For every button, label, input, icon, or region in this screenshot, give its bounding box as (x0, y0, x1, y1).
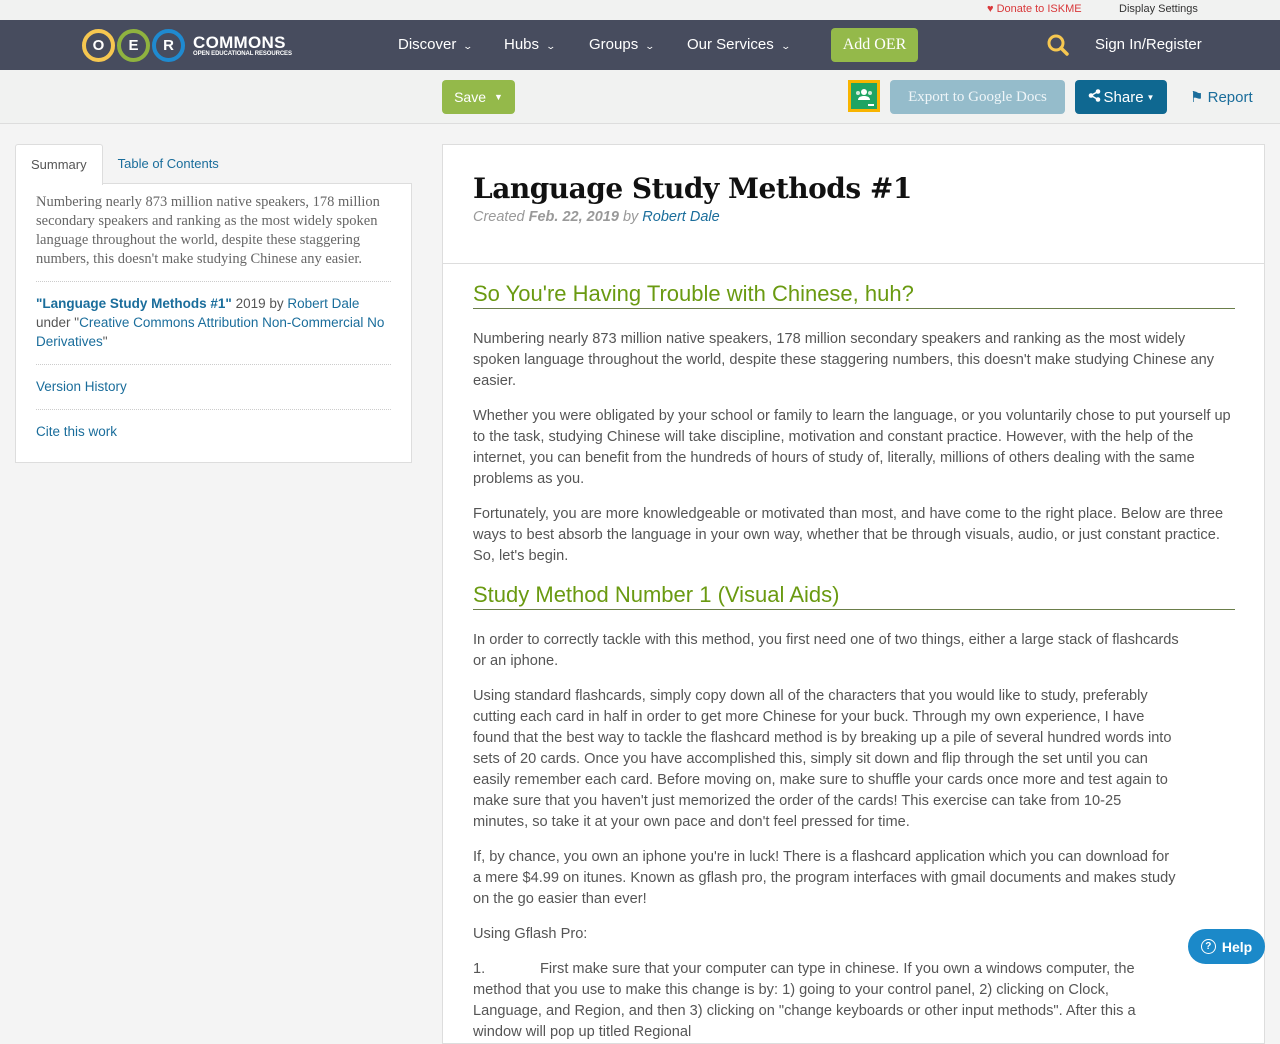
help-label: Help (1221, 938, 1253, 955)
section-heading: So You're Having Trouble with Chinese, huh? (473, 280, 1235, 309)
donate-link[interactable] (987, 3, 1082, 15)
license-link[interactable]: Creative Commons Attribution Non-Commercial No Derivatives (36, 315, 385, 349)
created-meta (473, 209, 1234, 225)
logo-tagline: OPEN EDUCATIONAL RESOURCES (193, 50, 292, 57)
chevron-down-icon: ⌄ (545, 41, 557, 51)
logo-r: R (152, 29, 185, 62)
by-label: by (622, 209, 639, 225)
logo-name: COMMONS (193, 32, 286, 52)
export-google-docs-button[interactable]: Export to Google Docs (890, 80, 1065, 114)
nav-label: Groups (589, 36, 639, 53)
chevron-down-icon: ⌄ (644, 41, 656, 51)
question-icon: ? (1201, 939, 1216, 954)
under-text: under " (36, 315, 80, 330)
nav-our-services[interactable] (687, 36, 789, 53)
nav-label: Hubs (504, 36, 540, 53)
nav-discover[interactable] (398, 36, 472, 53)
help-button[interactable] (1188, 929, 1265, 964)
utility-bar (0, 0, 1280, 20)
share-icon (1088, 89, 1101, 106)
attribution (36, 282, 391, 365)
share-button[interactable] (1075, 80, 1167, 114)
list-item (473, 959, 1179, 1043)
flag-icon: ⚑ (1190, 89, 1204, 106)
section-heading: Study Method Number 1 (Visual Aids) (473, 581, 1235, 610)
created-date: Feb. 22, 2019 (528, 209, 619, 225)
author-link[interactable]: Robert Dale (642, 209, 720, 225)
report-label: Report (1207, 89, 1253, 106)
display-settings-link[interactable]: Display Settings (1119, 3, 1198, 15)
paragraph: Numbering nearly 873 million native speakers, 178 million secondary speakers and ranking as the most widely spoken language throughout the world, despite these staggering numbers, this doesn't make studying Chinese any easier. (473, 331, 1215, 389)
resource-content (442, 144, 1265, 1044)
page-title: Language Study Methods #1 (473, 172, 912, 205)
report-link[interactable] (1190, 88, 1253, 106)
save-button[interactable] (442, 80, 515, 114)
cite-link[interactable]: Cite this work (36, 424, 118, 439)
add-oer-button[interactable]: Add OER (831, 28, 918, 62)
paragraph: Using standard flashcards, simply copy down all of the characters that you would like to study, preferably cutting each card in half in order to get more Chinese for your buck. Through my own experience, I have found that the best way to tackle the flashcard method is by breaking up a pile of several hundred words into sets of 20 cards. Once you have accomplished this, simply sit down and flip through the set until you can easily remember each card. Before moving on, make sure to shuffle your cards once more and test again to make sure that you haven't just memorized the order of the cards! This exercise can take from 10-25 minutes, so take it at your own pace and don't feel pressed for time. (473, 688, 1172, 830)
list-number: 1. (473, 961, 486, 977)
logo-o: O (82, 29, 115, 62)
paragraph: Fortunately, you are more knowledgeable or motivated than most, and have come to the right place. Below are three ways to best absorb the language in your own way, whether that be through visuals, audio, or just constant practice. So, let's begin. (473, 506, 1224, 564)
paragraph: Whether you were obligated by your school or family to learn the language, or you voluntarily chose to put yourself up to the task, studying Chinese will take discipline, motivation and constant practice. However, with the help of the internet, you can benefit from the hundreds of hours of study of, literally, millions of others dealing with the same problems as you. (473, 408, 1231, 487)
chevron-down-icon: ⌄ (462, 41, 474, 51)
paragraph: In order to correctly tackle with this method, you first need one of two things, either a large stack of flashcards or an iphone. (473, 632, 1179, 669)
author-link[interactable]: Robert Dale (287, 296, 360, 311)
sidebar (15, 144, 412, 464)
paragraph: Using Gflash Pro: (473, 926, 588, 942)
oer-commons-logo[interactable] (82, 25, 292, 65)
nav-label: Our Services (687, 36, 774, 53)
share-label: Share (1103, 88, 1144, 106)
sign-in-link[interactable]: Sign In/Register (1095, 36, 1202, 53)
resource-title-link[interactable]: "Language Study Methods #1" (36, 296, 232, 311)
caret-down-icon: ▼ (494, 92, 503, 102)
google-classroom-icon[interactable] (848, 80, 880, 112)
donate-label: Donate to ISKME (996, 3, 1082, 15)
chevron-down-icon: ⌄ (780, 41, 791, 51)
created-label: Created (473, 209, 525, 225)
summary-text: Numbering nearly 873 million native speakers, 178 million secondary speakers and ranking as the most widely spoken language throughout the world, despite these staggering numbers, this doesn't make studying Chinese any easier. (36, 193, 391, 282)
main-nav (0, 20, 1280, 70)
list-text: First make sure that your computer can type in chinese. If you own a windows computer, the method that you use to make this change is by: 1) going to your control panel, 2) clicking on Clock, Language, and Region, and then 3) clicking on "change keyboards or other input methods". After this a window will pop up titled Regional (473, 961, 1136, 1040)
quote-close: " (102, 334, 108, 349)
heart-icon: ♥ (987, 3, 994, 15)
nav-label: Discover (398, 36, 457, 53)
paragraph: If, by chance, you own an iphone you're in luck! There is a flashcard application which you can download for a mere $4.99 on itunes. Known as gflash pro, the program interfaces with gmail documents and makes study on the go easier than ever! (473, 849, 1176, 907)
logo-e: E (117, 29, 150, 62)
tab-table-of-contents[interactable]: Table of Contents (117, 156, 219, 171)
caret-down-icon: ▼ (1146, 92, 1155, 102)
nav-groups[interactable] (589, 36, 654, 53)
nav-hubs[interactable] (504, 36, 555, 53)
resource-toolbar (0, 70, 1280, 124)
search-icon[interactable] (1046, 33, 1070, 62)
year-text: 2019 by (235, 296, 284, 311)
version-history-link[interactable]: Version History (36, 379, 127, 394)
save-label: Save (454, 89, 486, 105)
tab-summary[interactable]: Summary (15, 144, 103, 185)
